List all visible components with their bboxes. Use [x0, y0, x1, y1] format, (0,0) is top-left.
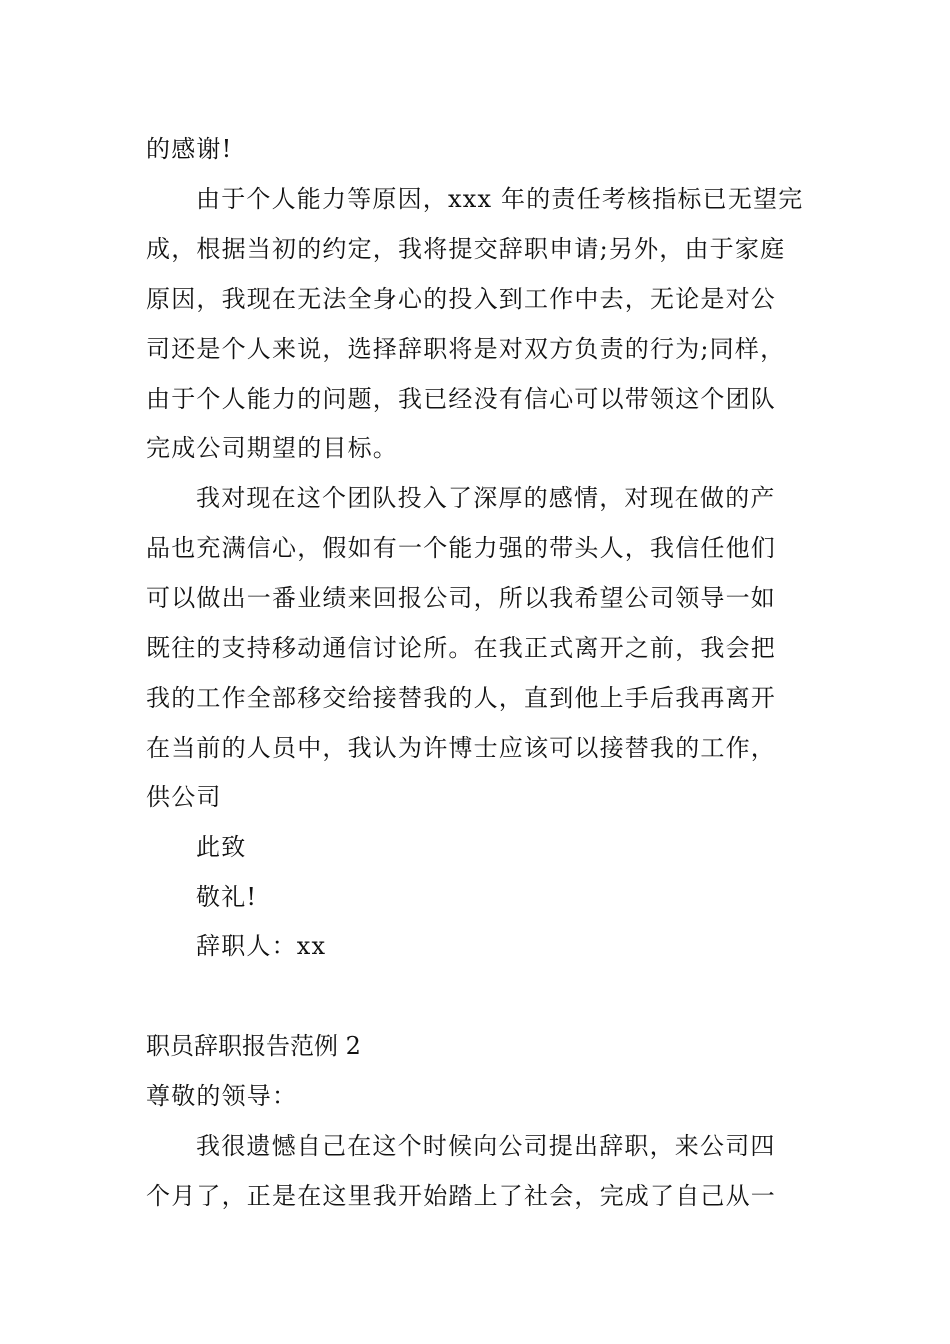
- paragraph-line: 由于个人能力等原因，xxx 年的责任考核指标已无望完: [196, 185, 804, 213]
- paragraph-line: 由于个人能力的问题，我已经没有信心可以带领这个团队: [146, 385, 776, 413]
- paragraph-line: 完成公司期望的目标。: [146, 434, 398, 462]
- paragraph-line: 我对现在这个团队投入了深厚的感情，对现在做的产: [196, 484, 776, 512]
- paragraph-line: 我的工作全部移交给接替我的人，直到他上手后我再离开: [146, 684, 776, 712]
- paragraph-line: 既往的支持移动通信讨论所。在我正式离开之前，我会把: [146, 634, 776, 662]
- signature: 辞职人：xx: [196, 932, 327, 960]
- closing-salutation: 此致: [196, 833, 247, 861]
- paragraph-line: 司还是个人来说，选择辞职将是对双方负责的行为;同样，: [146, 335, 786, 363]
- paragraph-line: 的感谢!: [146, 135, 233, 163]
- paragraph-line: 供公司: [146, 783, 222, 811]
- paragraph-line: 成，根据当初的约定，我将提交辞职申请;另外，由于家庭: [146, 235, 786, 263]
- paragraph-line: 原因，我现在无法全身心的投入到工作中去，无论是对公: [146, 285, 776, 313]
- paragraph-line: 品也充满信心，假如有一个能力强的带头人，我信任他们: [146, 534, 776, 562]
- paragraph-line: 个月了，正是在这里我开始踏上了社会，完成了自己从一: [146, 1182, 776, 1210]
- paragraph-line: 在当前的人员中，我认为许博士应该可以接替我的工作，: [146, 734, 776, 762]
- closing-regards: 敬礼!: [196, 883, 258, 911]
- section-title: 职员辞职报告范例 2: [146, 1032, 361, 1060]
- letter-greeting: 尊敬的领导：: [146, 1082, 298, 1110]
- paragraph-line: 我很遗憾自己在这个时候向公司提出辞职，来公司四: [196, 1132, 776, 1160]
- paragraph-line: 可以做出一番业绩来回报公司，所以我希望公司领导一如: [146, 584, 776, 612]
